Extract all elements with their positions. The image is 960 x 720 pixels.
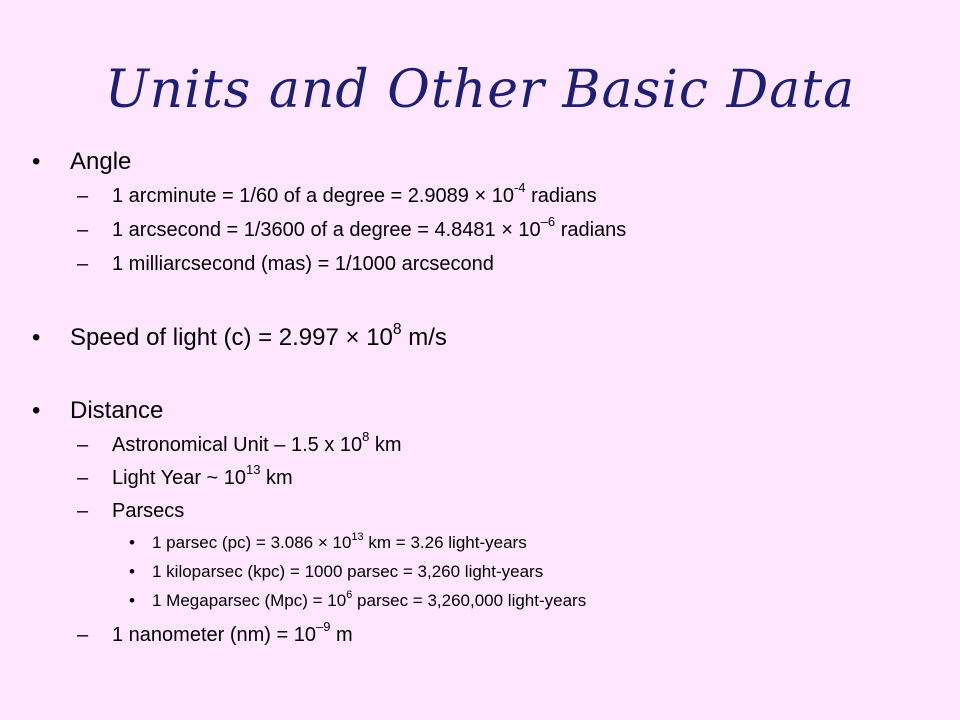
subitem-kiloparsec [129,562,544,582]
item-arcsecond-unit: radians [555,219,627,241]
bullet-dot: • [129,591,135,610]
bullet-dot: • [129,562,135,581]
dash-marker: – [77,500,89,522]
item-light-year-text: Light Year ~ 10 [112,467,247,489]
subitem-megaparsec-sup: 6 [346,588,353,601]
item-light-year-unit: km [260,467,293,489]
dash-marker: – [77,253,89,275]
item-nanometer-sup: –9 [316,619,331,635]
subitem-parsec-rest: km = 3.26 light-years [363,533,527,552]
subitem-megaparsec [129,588,587,611]
subitem-megaparsec-rest: parsec = 3,260,000 light-years [352,591,587,610]
subitem-parsec-sup: 13 [351,530,364,543]
item-nanometer-text: 1 nanometer (nm) = 10 [112,624,316,646]
dash-marker: – [77,434,89,456]
item-milliarcsecond-text: 1 milliarcsecond (mas) = 1/1000 arcsecond [112,253,494,275]
bullet-dot: • [32,148,41,175]
item-arcminute-sup: -4 [513,180,526,196]
bullet-speed-of-light [32,320,447,352]
dash-marker: – [77,219,89,241]
subitem-parsec [129,530,527,553]
bullet-distance [32,397,164,425]
item-arcminute [77,180,597,208]
item-arcsecond-text: 1 arcsecond = 1/3600 of a degree = 4.8481 × 10 [112,219,541,241]
subitem-kiloparsec-text: 1 kiloparsec (kpc) = 1000 parsec = 3,260 light-years [152,562,544,581]
item-arcsecond [77,214,627,242]
slide-title: Units and Other Basic Data [104,60,856,120]
dash-marker: – [77,624,89,646]
item-arcsecond-sup: –6 [540,214,556,230]
item-parsecs [77,499,185,523]
bullet-distance-text: Distance [70,397,164,424]
bullet-dot: • [32,324,41,351]
dash-marker: – [77,185,89,207]
item-au-text: Astronomical Unit – 1.5 x 10 [112,434,363,456]
item-light-year [77,462,293,490]
item-arcminute-unit: radians [525,185,597,207]
bullet-dot: • [32,397,41,424]
speed-of-light-unit: m/s [401,324,447,351]
subitem-parsec-text: 1 parsec (pc) = 3.086 × 10 [152,533,352,552]
item-au-sup: 8 [362,429,370,445]
item-parsecs-text: Parsecs [112,500,185,522]
bullet-angle [32,148,132,176]
speed-of-light-sup: 8 [392,320,402,338]
dash-marker: – [77,467,89,489]
item-au-unit: km [369,434,402,456]
subitem-megaparsec-text: 1 Megaparsec (Mpc) = 10 [152,591,347,610]
speed-of-light-text: Speed of light (c) = 2.997 × 10 [70,324,393,351]
item-nanometer [77,619,353,647]
item-nanometer-unit: m [330,624,353,646]
item-light-year-sup: 13 [246,462,261,478]
bullet-angle-text: Angle [70,148,132,175]
item-milliarcsecond [77,252,494,276]
bullet-dot: • [129,533,135,552]
item-astronomical-unit [77,429,402,457]
item-arcminute-text: 1 arcminute = 1/60 of a degree = 2.9089 × 10 [112,185,514,207]
